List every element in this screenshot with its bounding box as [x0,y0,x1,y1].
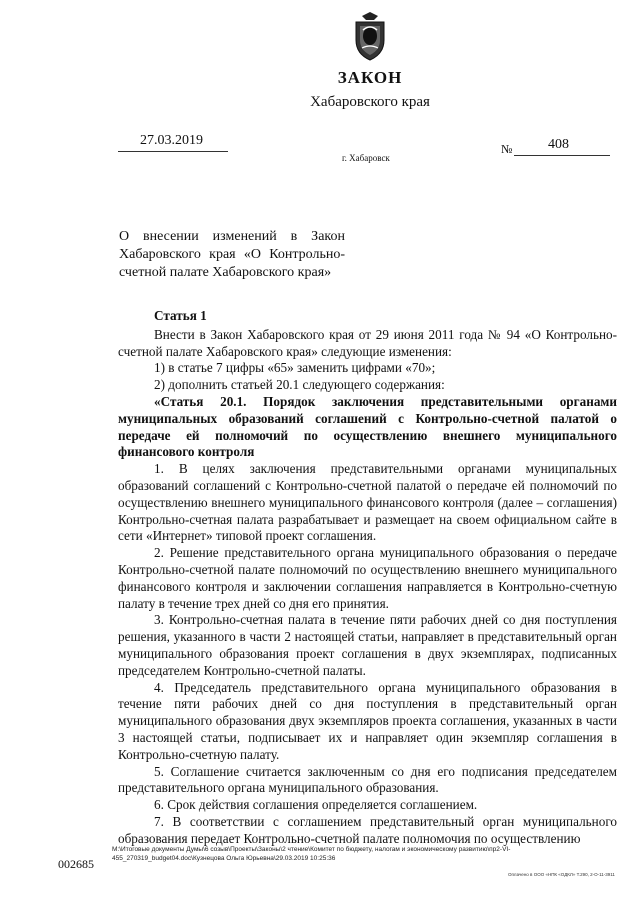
coat-of-arms-emblem [350,10,390,62]
article-item: 2) дополнить статьей 20.1 следующего содержания: [154,377,445,393]
article-paragraph: 3. Контрольно-счетная палата в течение пяти рабочих дней со дня поступления решения, указанного в части 2 настоящей статьи, направляет в представительный орган муниципального образования проект соглашения в двух экземплярах, подписанных председателем Контрольно-счетной палаты. [118,612,617,678]
print-stamp: Оплачено в ООО «НПК «ОДКЛ» Т.290, 2-О-11-3911 [508,872,615,877]
number-sign: № [501,142,513,156]
document-title: ЗАКОН [337,68,403,87]
article-paragraph: 6. Срок действия соглашения определяется соглашением. [154,797,478,813]
subject-line: Хабаровского края «О Контрольно- [119,247,345,262]
article-paragraph: 7. В соответствии с соглашением представительный орган муниципального образования передает Контрольно-счетной палате полномочия по осуществлению [118,813,617,846]
document-city: г. Хабаровск [342,153,390,163]
article-intro: Внести в Закон Хабаровского края от 29 июня 2011 года № 94 «О Контрольно-счетной палате Хабаровского края» следующие изменения: [118,326,617,359]
document-body [118,308,617,848]
document-subject [119,228,345,282]
article-paragraph: 4. Председатель представительного органа муниципального образования в течение пяти рабочих дней со дня поступления в представительный орган муниципального образования двух экземпляров проекта соглашения, указанных в части 3 настоящей статьи, подписывает их и направляет один экземпляр соглашения в Контрольно-счетную палату. [118,679,617,762]
article-heading: Статья 1 [154,308,207,323]
new-article-title: «Статья 20.1. Порядок заключения представительными органами муниципальных образований соглашений с Контрольно-счетной палатой о передаче ей полномочий по осуществлению внешнего муниципального финансового контроля [118,393,617,460]
date-underline [118,151,228,152]
subject-line: О внесении изменений в Закон [119,229,345,244]
number-underline [514,155,610,156]
document-number: 408 [548,137,569,152]
document-code: 002685 [58,857,94,871]
article-paragraph: 2. Решение представительного органа муниципального образования о передаче Контрольно-счетной палате полномочий по осуществлению внешнего муниципального финансового контроля и заключении соглашения направляется в Контрольно-счетную палату в течение трех дней со дня его принятия. [118,545,617,611]
article-paragraph: 5. Соглашение считается заключенным со дня его подписания председателем представительного органа муниципального образования. [118,763,617,796]
subject-line: счетной палате Хабаровского края» [119,265,332,280]
article-paragraph: 1. В целях заключения представительными органами муниципальных образований соглашений с Контрольно-счетной палатой о передаче ей полномочий по осуществлению внешнего муниципального финансового контроля (далее – соглашения) Контрольно-счетная палата разрабатывает и размещает на своем официальном сайте в сети «Интернет» типовой проект соглашения. [118,461,617,544]
article-item: 1) в статье 7 цифры «65» заменить цифрами «70»; [154,360,436,376]
document-subtitle: Хабаровского края [310,94,430,110]
file-path-footer: М:\Итоговые документы Думы\6 созыв\Проекты\Законы\2 чтение\Комитет по бюджету, налогам и экономическому развитию\пр2-VI-455_270319_budget04.doc\Кузнецова Ольга Юрьевна\29.03.2019 10:25:36 [112,846,511,862]
document-date: 27.03.2019 [140,133,203,148]
